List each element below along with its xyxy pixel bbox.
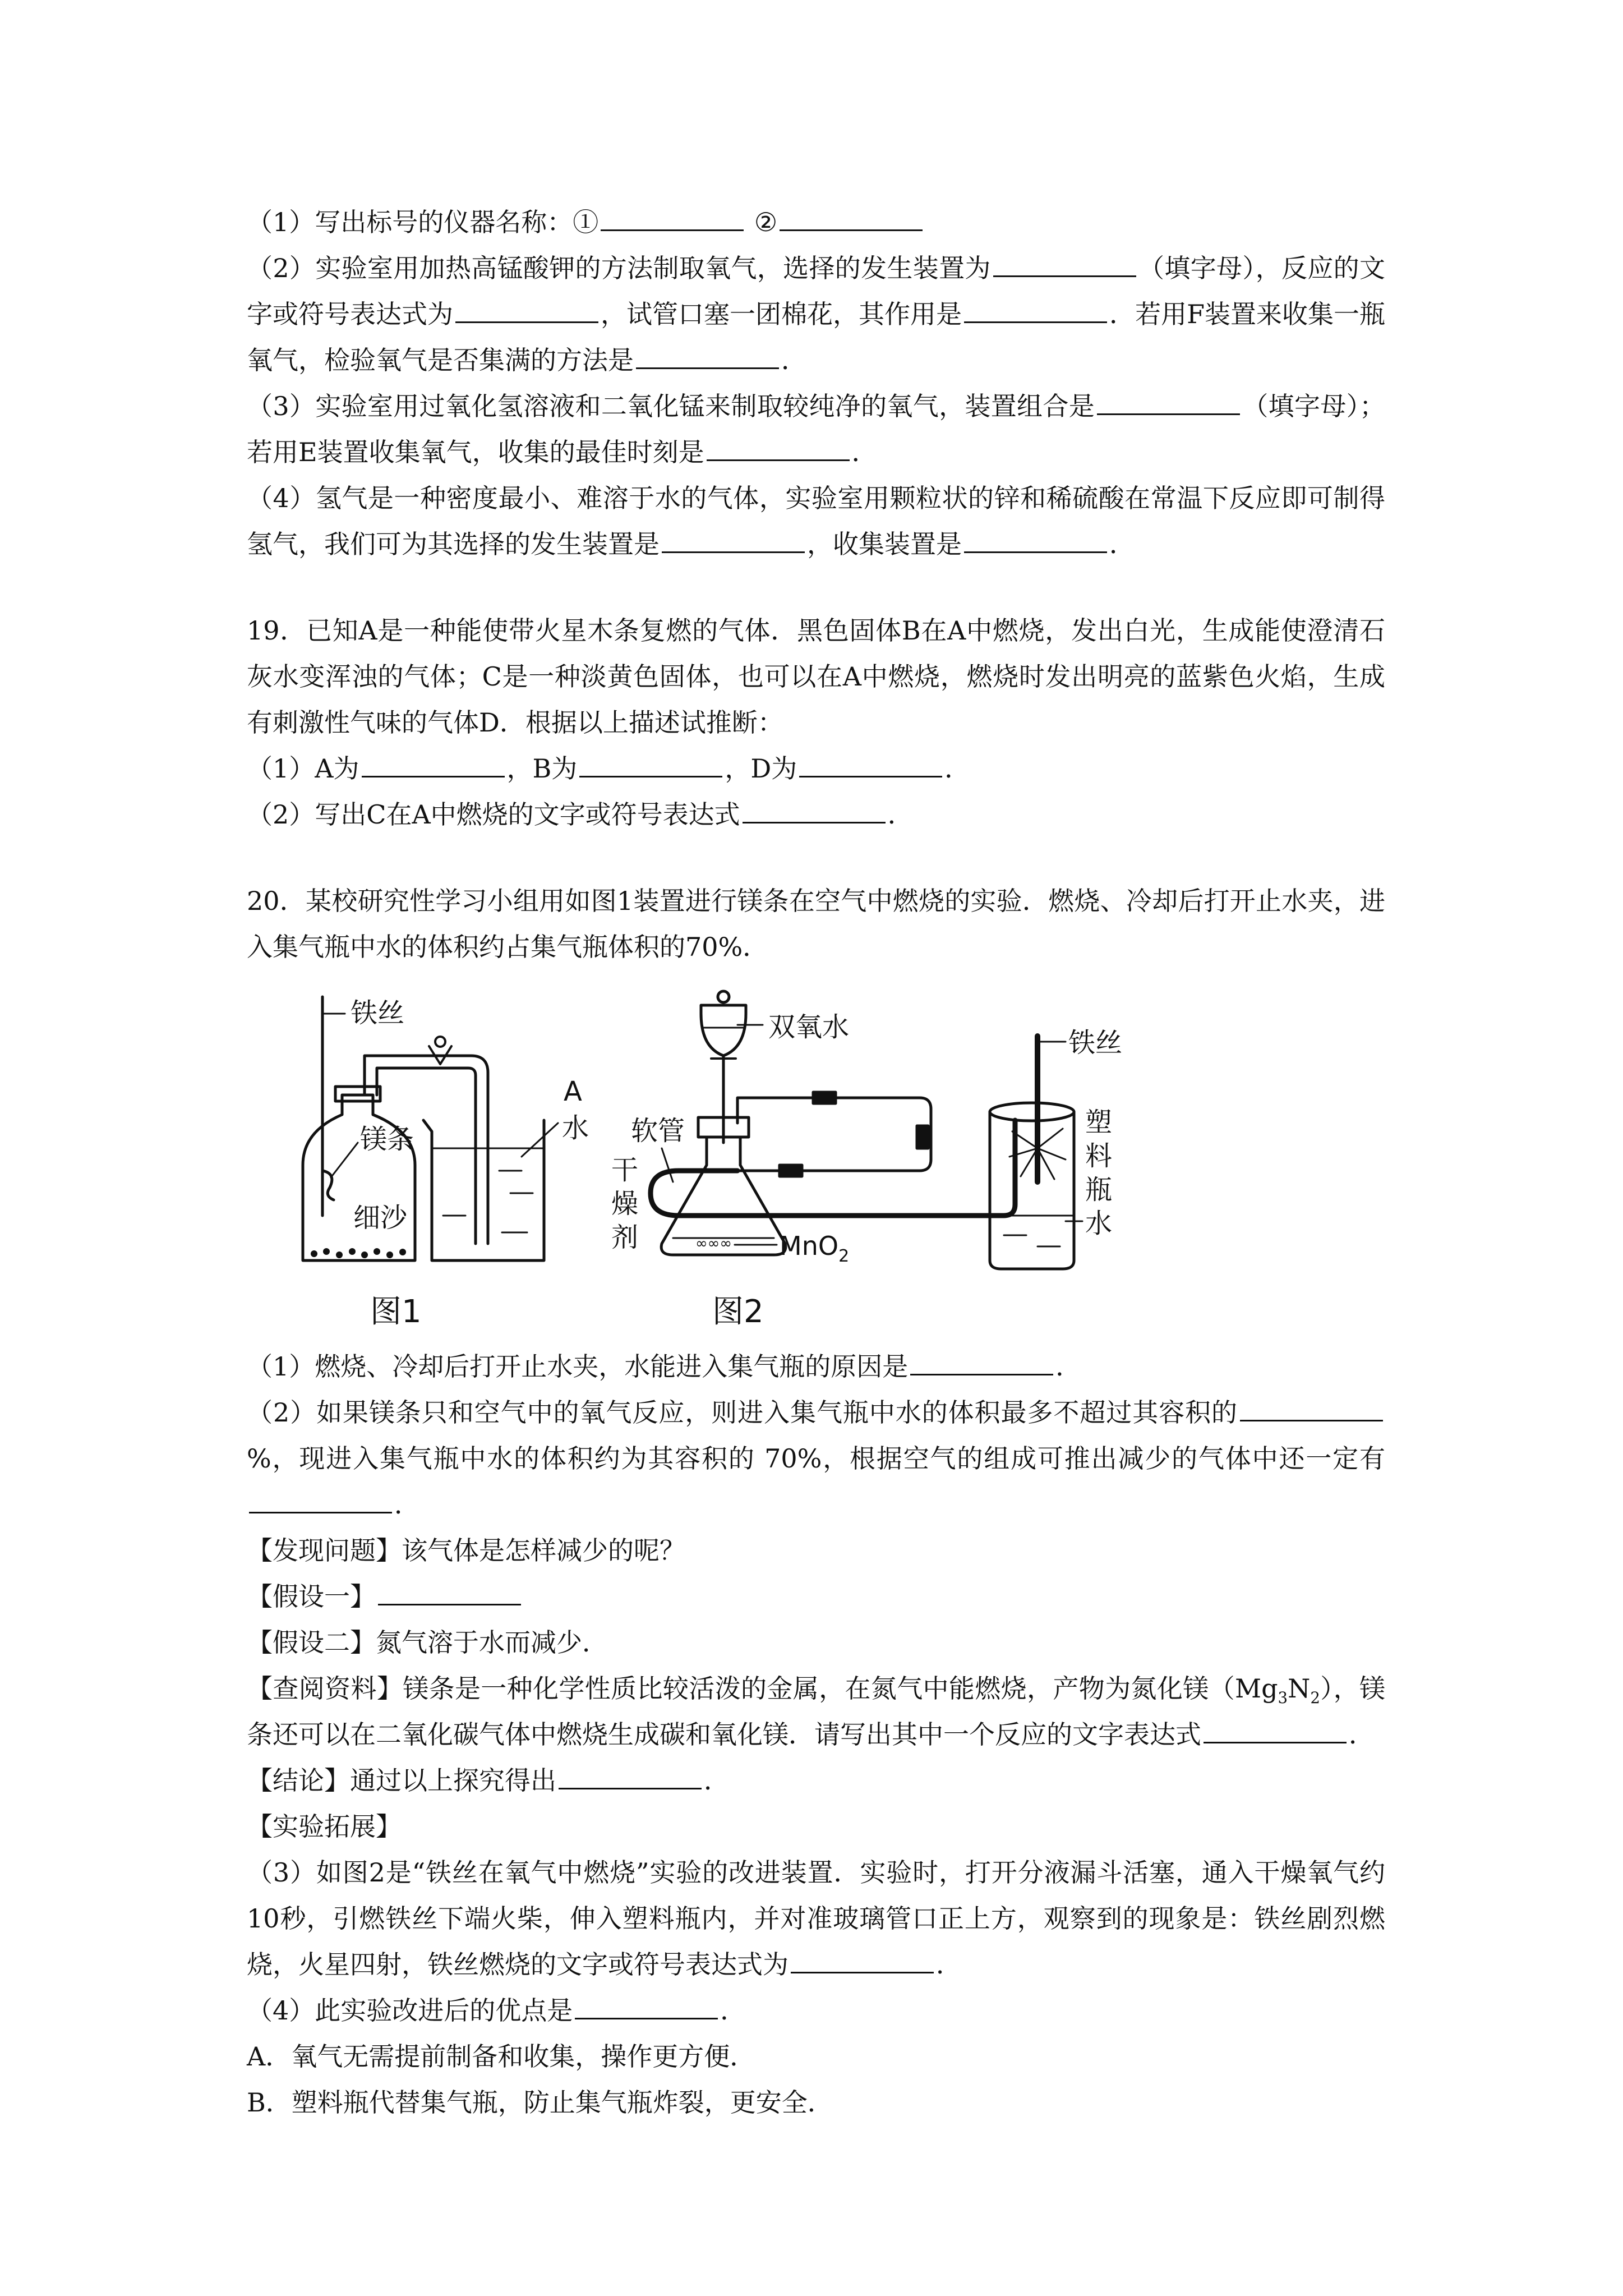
q20-p2-text-c: ．	[394, 1489, 420, 1520]
subscript: 3	[1278, 1688, 1288, 1708]
outlet-tube	[737, 1098, 931, 1171]
q18-p4-text-c: ．	[1109, 529, 1135, 559]
sand	[311, 1248, 406, 1258]
q20-info-text-c: ．	[1349, 1719, 1375, 1750]
q18-p2-text-b: （填字母），反应的文字或符号表达式为	[247, 253, 1385, 329]
fig1-label-mg: 镁条	[360, 1124, 414, 1155]
answer-blank[interactable]	[964, 297, 1107, 323]
q18-p2-text-c: ，试管口塞一团棉花，其作用是	[601, 299, 962, 329]
answer-blank[interactable]	[910, 1349, 1053, 1375]
figure-1	[303, 997, 589, 1330]
q20-hypothesis-2: 【假设二】氮气溶于水而减少．	[247, 1627, 608, 1658]
q20-part2	[247, 1389, 1385, 1527]
q20-extension: 【实验拓展】	[247, 1811, 402, 1842]
q20-option-a: A．氧气无需提前制备和收集，操作更方便．	[247, 2041, 756, 2072]
mno2-powder: ∞∞∞	[695, 1235, 732, 1252]
q18-part4	[247, 475, 1385, 567]
beaker-leader	[522, 1123, 558, 1157]
q18-p2-text-d: ．若用F装置来收集一瓶氧气，检验氧气是否集满的方法是	[247, 299, 1386, 375]
q18-part3	[247, 383, 1385, 475]
gas-bottle	[303, 1095, 415, 1260]
q20-part3	[247, 1849, 1385, 1987]
q18-p3-text-a: （3）实验室用过氧化氢溶液和二氧化锰来制取较纯净的氧气，装置组合是	[247, 391, 1095, 421]
hose-joint	[813, 1092, 836, 1103]
q20-concl-text-b: ．	[704, 1765, 730, 1796]
fig1-label-a: A	[564, 1076, 582, 1107]
q18-p2-text-e: ．	[781, 345, 807, 375]
fig2-label-desiccant-1: 干	[611, 1154, 639, 1186]
q19-p1-text-b: ，B为	[506, 753, 578, 784]
q19-part2	[247, 792, 1385, 838]
answer-blank[interactable]	[1240, 1395, 1383, 1421]
answer-blank[interactable]	[378, 1579, 521, 1605]
q20-p4-text-a: （4）此实验改进后的优点是	[247, 1995, 573, 2026]
q20-part1	[247, 1343, 1385, 1389]
answer-blank[interactable]	[964, 527, 1107, 553]
answer-blank[interactable]	[362, 751, 505, 777]
q20-p2-text-a: （2）如果镁条只和空气中的氧气反应，则进入集气瓶中水的体积最多不超过其容积的	[247, 1397, 1238, 1428]
fig1-label-sand: 细沙	[353, 1202, 408, 1234]
q18-part2	[247, 245, 1385, 383]
q18-p3-text-c: ．	[851, 437, 878, 467]
fig2-label-desiccant-3: 剂	[611, 1222, 639, 1253]
beaker	[423, 1120, 544, 1260]
experiment-figures	[247, 980, 1385, 1339]
q20-stem: 20．某校研究性学习小组用如图1装置进行镁条在空气中燃烧的实验．燃烧、冷却后打开止水夹，进入集气瓶中水的体积约占集气瓶体积的70%．	[247, 886, 1385, 962]
q20-p2-text-b: %，现进入集气瓶中水的体积约为其容积的 70%，根据空气的组成可推出减少的气体中还一定有	[247, 1443, 1385, 1474]
hose-leader	[662, 1148, 673, 1182]
answer-blank[interactable]	[662, 527, 805, 553]
fig1-label-water: 水	[562, 1112, 589, 1144]
q20-hypothesis-1	[247, 1573, 1385, 1619]
question-content	[247, 199, 1385, 2125]
q18-p4-text-b: ，收集装置是	[807, 529, 962, 559]
q18-p4-text-a: （4）氢气是一种密度最小、难溶于水的气体，实验室用颗粒状的锌和稀硫酸在常温下反应即可制得氢气，我们可为其选择的发生装置是	[247, 483, 1385, 559]
fig2-label-h2o2: 双氧水	[768, 1011, 850, 1043]
q18-part1	[247, 199, 1385, 245]
subscript: 2	[1310, 1688, 1320, 1708]
q19-p2-text-b: ．	[887, 799, 914, 830]
q19-p2-text-a: （2）写出C在A中燃烧的文字或符号表达式	[247, 799, 740, 830]
q19-p1-text-a: （1）A为	[247, 753, 359, 784]
answer-blank[interactable]	[249, 1487, 392, 1513]
answer-blank[interactable]	[575, 1993, 718, 2019]
fig2-label-bottle-2: 料	[1085, 1140, 1113, 1172]
q19-p1-text-d: ．	[944, 753, 971, 784]
q20-conclusion	[247, 1757, 1385, 1803]
figure-2	[611, 991, 1122, 1330]
answer-blank[interactable]	[791, 1947, 934, 1973]
fig2-label-hose: 软管	[631, 1115, 685, 1147]
answer-blank[interactable]	[455, 297, 598, 323]
fig2-label-desiccant-2: 燥	[611, 1188, 639, 1220]
fig1-caption: 图1	[370, 1294, 422, 1330]
fig2-label-water: 水	[1085, 1208, 1113, 1239]
answer-blank[interactable]	[1204, 1717, 1347, 1743]
q19-part1	[247, 746, 1385, 792]
q20-hyp1-text: 【假设一】	[247, 1581, 376, 1612]
q20-p3-text-a: （3）如图2是“铁丝在氧气中燃烧”实验的改进装置．实验时，打开分液漏斗活塞，通入干燥氧气约10秒，引燃铁丝下端火柴，伸入塑料瓶内，并对准玻璃管口正上方，观察到的现象是：铁丝剧烈燃烧，火星四射，铁丝燃烧的文字或符号表达式为	[247, 1857, 1385, 1980]
q20-info-text-a: 【查阅资料】镁条是一种化学性质比较活泼的金属，在氮气中能燃烧，产物为氮化镁（Mg	[247, 1673, 1278, 1704]
q20-option-b: B．塑料瓶代替集气瓶，防止集气瓶炸裂，更安全．	[247, 2087, 833, 2118]
answer-blank[interactable]	[1097, 389, 1240, 415]
q20-part4	[247, 1987, 1385, 2033]
mg-leader	[331, 1143, 358, 1177]
q20-p3-text-b: ．	[936, 1949, 962, 1980]
apparatus-diagrams	[230, 980, 1155, 1339]
q20-p4-text-b: ．	[720, 1995, 746, 2026]
plastic-bottle	[990, 1112, 1074, 1269]
separatory-funnel	[701, 1005, 746, 1056]
answer-blank[interactable]	[707, 435, 850, 461]
q20-info-n: N	[1288, 1673, 1311, 1704]
fig2-label-bottle-1: 塑	[1085, 1107, 1113, 1138]
fig2-label-wire: 铁丝	[1068, 1027, 1123, 1059]
fig2-label-bottle-3: 瓶	[1085, 1174, 1113, 1205]
q20-info	[247, 1665, 1385, 1757]
answer-blank[interactable]	[636, 343, 779, 369]
hose-joint-3	[780, 1165, 802, 1176]
q18-p1-mid: ②	[754, 207, 778, 237]
fig2-label-mno2: MnO$_2$	[780, 1231, 850, 1266]
q18-p3-text-b: （填字母）；若用E装置收集氧气，收集的最佳时刻是	[247, 391, 1385, 467]
funnel-stopper	[718, 991, 729, 1002]
answer-blank[interactable]	[601, 205, 744, 231]
fig1-label-wire: 铁丝	[351, 997, 405, 1029]
q20-p1-text-a: （1）燃烧、冷却后打开止水夹，水能进入集气瓶的原因是	[247, 1351, 909, 1382]
q19-p1-text-c: ，D为	[725, 753, 797, 784]
answer-blank[interactable]	[799, 751, 942, 777]
answer-blank[interactable]	[780, 205, 923, 231]
q20-p1-text-b: ．	[1055, 1351, 1082, 1382]
hose-joint-2	[917, 1126, 928, 1148]
q18-p1-prefix: （1）写出标号的仪器名称：①	[247, 207, 599, 237]
q19-stem: 19．已知A是一种能使带火星木条复燃的气体．黑色固体B在A中燃烧，发出白光，生成能使澄清石灰水变浑浊的气体；C是一种淡黄色固体，也可以在A中燃烧，燃烧时发出明亮的蓝紫色火焰，生成有刺激性气味的气体D．根据以上描述试推断：	[247, 615, 1385, 738]
plastic-bottle-rim	[990, 1103, 1074, 1121]
answer-blank[interactable]	[743, 797, 886, 823]
q20-concl-text-a: 【结论】通过以上探究得出	[247, 1765, 556, 1796]
bottle-water-lines	[1004, 1235, 1060, 1246]
clamp-screw	[435, 1037, 445, 1047]
answer-blank[interactable]	[559, 1763, 702, 1789]
q18-p2-text-a: （2）实验室用加热高锰酸钾的方法制取氧气，选择的发生装置为	[247, 253, 991, 283]
fig2-caption: 图2	[712, 1294, 764, 1330]
q20-info-text-b: ），镁条还可以在二氧化碳气体中燃烧生成碳和氧化镁．请写出其中一个反应的文字表达式	[247, 1673, 1386, 1750]
answer-blank[interactable]	[579, 751, 722, 777]
answer-blank[interactable]	[993, 251, 1136, 277]
q20-issue: 【发现问题】该气体是怎样减少的呢？	[247, 1535, 685, 1566]
